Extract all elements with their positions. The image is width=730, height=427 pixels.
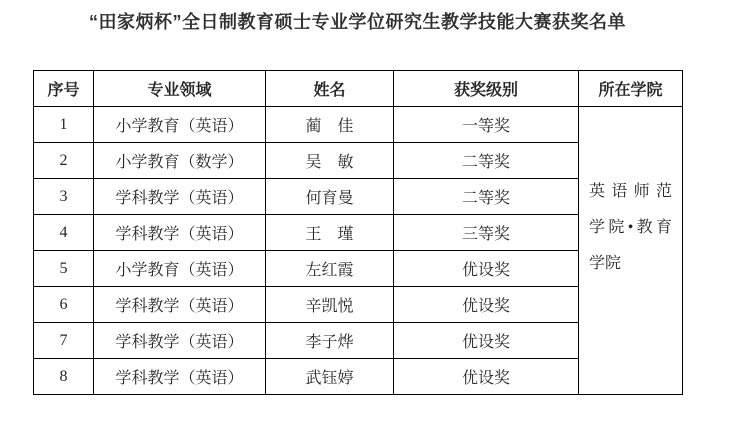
cell-name: 吴 敏	[266, 143, 394, 179]
cell-no: 2	[34, 143, 94, 179]
cell-name: 武钰婷	[266, 359, 394, 395]
cell-name: 何育曼	[266, 179, 394, 215]
cell-field: 学科教学（英语）	[94, 287, 266, 323]
header-row	[34, 71, 683, 107]
document-title: “田家炳杯”全日制教育硕士专业学位研究生教学技能大赛获奖名单	[89, 12, 626, 32]
cell-no: 7	[34, 323, 94, 359]
cell-award: 一等奖	[394, 107, 579, 143]
college-line: 英语师范	[589, 182, 672, 200]
cell-field: 小学教育（数学）	[94, 143, 266, 179]
cell-field: 小学教育（英语）	[94, 251, 266, 287]
college-text-block	[589, 174, 672, 282]
cell-award: 优设奖	[394, 251, 579, 287]
cell-award: 三等奖	[394, 215, 579, 251]
cell-no: 5	[34, 251, 94, 287]
cell-field: 学科教学（英语）	[94, 179, 266, 215]
cell-name: 王 瑾	[266, 215, 394, 251]
cell-award: 优设奖	[394, 323, 579, 359]
cell-no: 4	[34, 215, 94, 251]
cell-college-merged	[579, 107, 683, 395]
cell-award: 优设奖	[394, 359, 579, 395]
college-line: 学院	[589, 254, 622, 272]
awards-table-header	[34, 71, 683, 107]
awards-table	[33, 70, 683, 395]
cell-field: 小学教育（英语）	[94, 107, 266, 143]
column-header-name: 姓名	[266, 71, 394, 107]
column-header-no: 序号	[34, 71, 94, 107]
column-header-award: 获奖级别	[394, 71, 579, 107]
cell-name: 李子烨	[266, 323, 394, 359]
awards-table-body	[34, 107, 683, 395]
cell-no: 1	[34, 107, 94, 143]
cell-no: 3	[34, 179, 94, 215]
table-row	[34, 107, 683, 143]
cell-field: 学科教学（英语）	[94, 215, 266, 251]
cell-name: 左红霞	[266, 251, 394, 287]
column-header-college: 所在学院	[579, 71, 683, 107]
cell-award: 二等奖	[394, 143, 579, 179]
cell-field: 学科教学（英语）	[94, 323, 266, 359]
cell-award: 优设奖	[394, 287, 579, 323]
cell-no: 6	[34, 287, 94, 323]
cell-no: 8	[34, 359, 94, 395]
college-line: 学院•教育	[589, 218, 672, 236]
cell-name: 蔺 佳	[266, 107, 394, 143]
cell-field: 学科教学（英语）	[94, 359, 266, 395]
cell-award: 二等奖	[394, 179, 579, 215]
column-header-field: 专业领域	[94, 71, 266, 107]
cell-name: 辛凯悦	[266, 287, 394, 323]
